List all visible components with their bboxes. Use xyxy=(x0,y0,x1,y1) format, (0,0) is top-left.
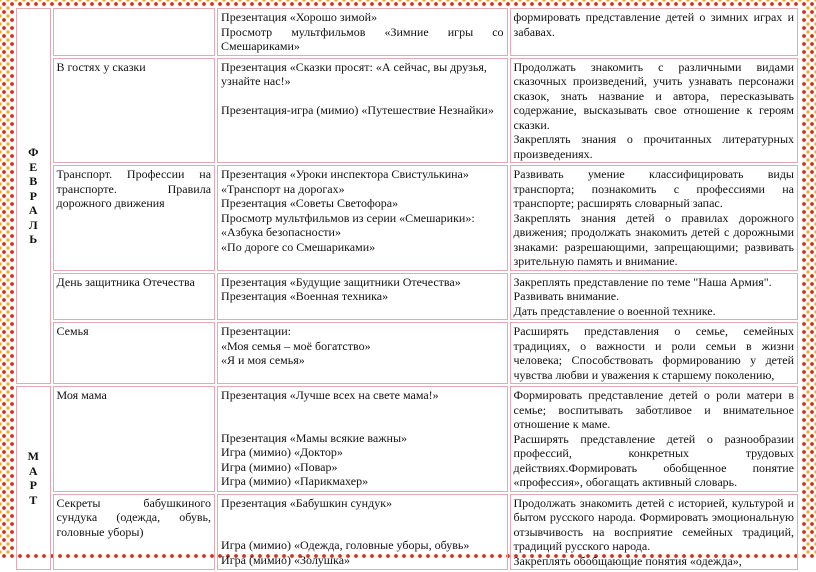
goals-cell: Продолжать знакомить детей с историей, культурой и бытом русского народа. Формировать эмоциональную отзывчивость на восприятие семейных традиций, традиций русского народа. Закреплять обобщающие понятия «одежда», xyxy=(510,494,798,571)
table-row xyxy=(16,8,798,56)
table-row xyxy=(16,58,798,164)
topic-cell: Секреты бабушкиного сундука (одежда, обувь, головные уборы) xyxy=(53,494,216,571)
topic-cell: Семья xyxy=(53,322,216,384)
goals-cell: Закреплять представление по теме "Наша Армия". Развивать внимание. Дать представление о военной технике. xyxy=(510,273,798,321)
goals-cell: Расширять представления о семье, семейных традициях, о важности и роли семьи в жизни человека; Способствовать формированию у детей чувства любви и уважения к старшему поколению, xyxy=(510,322,798,384)
materials-cell: Презентации: «Моя семья – моё богатство» «Я и моя семья» xyxy=(217,322,507,384)
document-sheet xyxy=(14,6,802,568)
materials-cell: Презентация «Бабушкин сундук» Игра (мимио) «Одежда, головные уборы, обувь» Игра (мимио) «Золушка» xyxy=(217,494,507,571)
month-cell-february: Ф Е В Р А Л Ь xyxy=(16,8,51,384)
goals-cell: Продолжать знакомить с различными видами сказочных произведений, учить узнавать персонажи сказок, знать название и автора, пересказывать содержание, высказывать свое отношение к героям сказки. Закреплять знания о прочитанных литературных произведениях. xyxy=(510,58,798,164)
materials-cell: Презентация «Сказки просят: «А сейчас, вы друзья, узнайте нас!» Презентация-игра (мимио) «Путешествие Незнайки» xyxy=(217,58,507,164)
table-row xyxy=(16,386,798,492)
materials-cell: Презентация «Хорошо зимой» Просмотр мультфильмов «Зимние игры со Смешариками» xyxy=(217,8,507,56)
topic-cell: В гостях у сказки xyxy=(53,58,216,164)
topic-cell: Моя мама xyxy=(53,386,216,492)
materials-cell: Презентация «Уроки инспектора Свистулькина» «Транспорт на дорогах» Презентация «Советы Светофора» Просмотр мультфильмов из серии «Смешарики»: «Азбука безопасности» «По дороге со Смешариками» xyxy=(217,165,507,271)
goals-cell: формировать представление детей о зимних играх и забавах. xyxy=(510,8,798,56)
plan-table xyxy=(14,6,800,572)
topic-cell xyxy=(53,8,216,56)
table-row xyxy=(16,273,798,321)
topic-cell: День защитника Отечества xyxy=(53,273,216,321)
materials-cell: Презентация «Будущие защитники Отечества» Презентация «Военная техника» xyxy=(217,273,507,321)
table-row xyxy=(16,165,798,271)
table-row xyxy=(16,322,798,384)
materials-cell: Презентация «Лучше всех на свете мама!» Презентация «Мамы всякие важны» Игра (мимио) «Доктор» Игра (мимио) «Повар» Игра (мимио) «Парикмахер» xyxy=(217,386,507,492)
goals-cell: Развивать умение классифицировать виды транспорта; познакомить с профессиями на транспорте; расширять словарный запас. Закреплять знания детей о правилах дорожного движения; продолжать знакомить детей с дорожными знаками: разрешающими, запрещающими; развивать зрительную память и внимание. xyxy=(510,165,798,271)
table-row xyxy=(16,494,798,571)
goals-cell: Формировать представление детей о роли матери в семье; воспитывать заботливое и внимательное отношение к маме. Расширять представление детей о разнообразии профессий, конкретных трудовых действиях.Формировать обобщенное понятие «профессия», обогащать активный словарь. xyxy=(510,386,798,492)
month-cell-march: М А Р Т xyxy=(16,386,51,570)
topic-cell: Транспорт. Профессии на транспорте. Правила дорожного движения xyxy=(53,165,216,271)
